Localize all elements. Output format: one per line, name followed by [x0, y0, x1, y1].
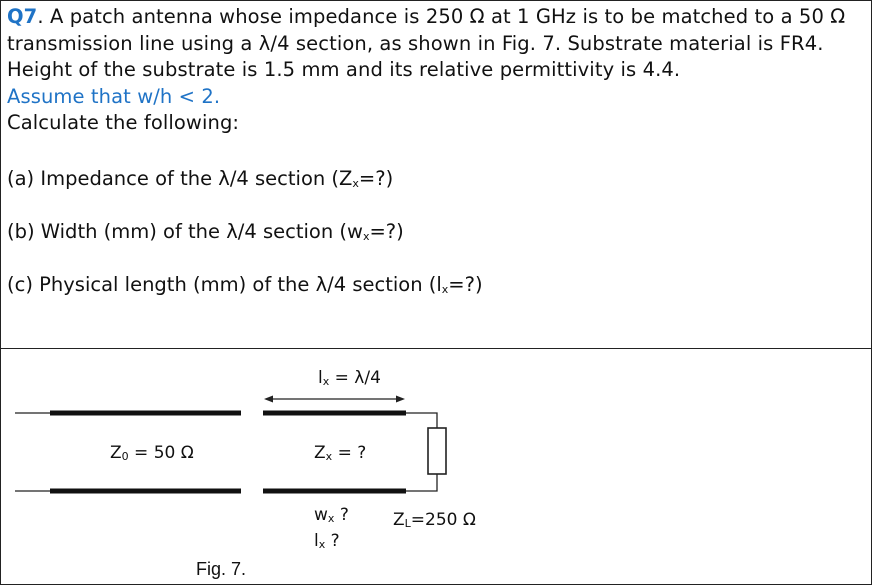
assumption-text: Assume that w/h < 2. [7, 84, 221, 108]
question-line-2: transmission line using a λ/4 section, as shown in Fig. 7. Substrate material is FR4. [7, 31, 824, 55]
load-wire-bottom [406, 474, 437, 491]
question-line-3: Height of the substrate is 1.5 mm and its relative permittivity is 4.4. [7, 58, 681, 81]
question-line-1: Q7. A patch antenna whose impedance is 250 Ω at 1 GHz is to be matched to a 50 Ω [7, 5, 846, 28]
part-b: (b) Width (mm) of the λ/4 section $(w_x=?)$ [7, 220, 404, 243]
length-arrow-head-right [396, 396, 405, 403]
wx-label: $w_x$ ? [314, 505, 349, 525]
instruction-text: Calculate the following: [7, 111, 240, 134]
length-label: $l_x = \lambda/4$ [318, 368, 381, 388]
length-arrow-head-left [264, 396, 273, 403]
figure-caption: Fig. 7. [196, 559, 247, 579]
zx-label: $Z_x$ = ? [314, 443, 367, 463]
load-wire-top [406, 413, 437, 428]
lx-label: $l_x$ ? [314, 531, 340, 551]
z0-label: $Z_0 = 50$ Ω [110, 443, 194, 463]
question-number: Q7 [7, 5, 38, 28]
part-c: (c) Physical length (mm) of the λ/4 section $(l_x=?)$ [7, 273, 483, 296]
zl-label: $Z_L=250$ Ω [393, 510, 476, 530]
load-resistor [428, 428, 446, 474]
part-a: (a) Impedance of the λ/4 section $(Z_x=?)$ [7, 167, 394, 190]
